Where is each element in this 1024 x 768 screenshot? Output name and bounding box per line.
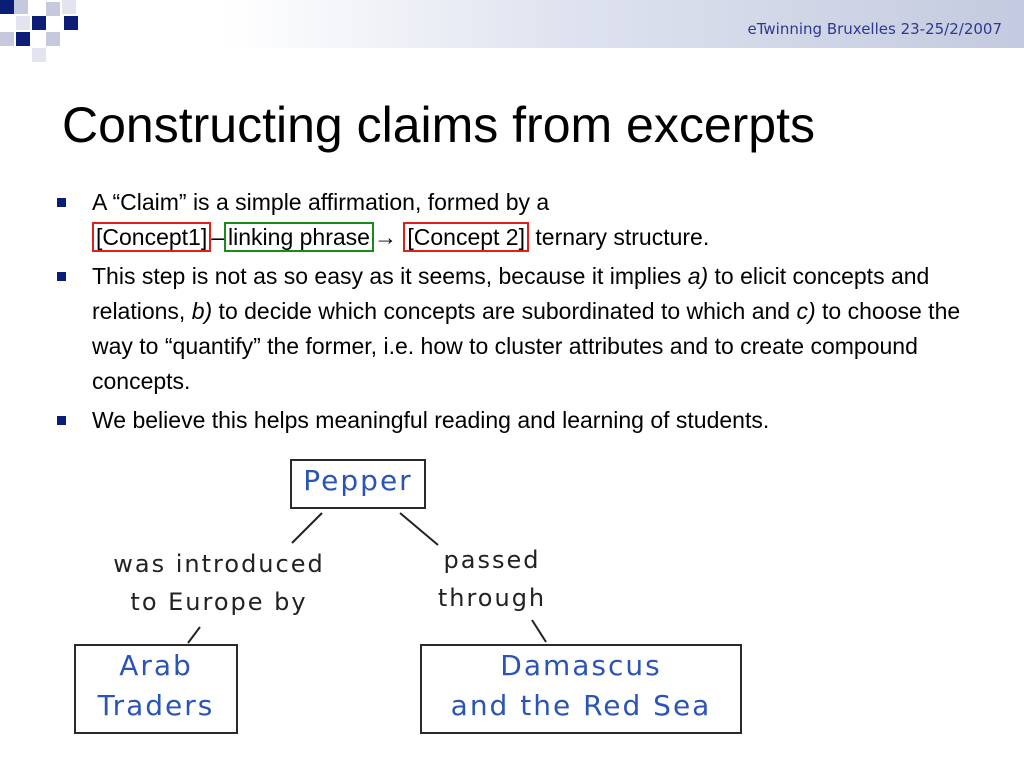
logo-square	[32, 16, 46, 30]
bullet-list	[54, 185, 984, 442]
logo-square	[16, 32, 30, 46]
connector-line	[292, 513, 322, 543]
bullet-text: to choose the way to “quantify” the former, i.e. how to cluster attributes and to create compound concepts.	[92, 298, 961, 394]
bullet-text: to elicit concepts and relations,	[92, 263, 930, 324]
concept-map	[70, 455, 750, 740]
logo-square	[0, 0, 14, 14]
bullet-item-belief	[54, 403, 984, 438]
link-text: was introduced	[113, 550, 325, 578]
logo-square	[46, 2, 60, 16]
link-label-right	[422, 541, 562, 617]
logo-square	[0, 32, 14, 46]
node-label: Traders	[97, 689, 215, 722]
concept-node-root	[290, 459, 426, 509]
concept-node-right	[420, 644, 742, 734]
node-label: and the Red Sea	[450, 689, 712, 722]
dash-connector: –	[211, 224, 225, 250]
logo-square	[14, 0, 28, 14]
bullet-text: This step is not as so easy as it seems, because it implies	[92, 263, 688, 289]
node-label: Arab	[119, 649, 193, 682]
concept-node-left	[74, 644, 238, 734]
concept2-box: [Concept 2]	[403, 222, 529, 252]
bullet-item-claim	[54, 185, 984, 255]
connector-line	[532, 620, 546, 642]
enum-c: c)	[796, 298, 816, 324]
event-label: eTwinning Bruxelles 23-25/2/2007	[747, 20, 1002, 38]
square-bullet-icon	[57, 416, 66, 425]
slide-title: Constructing claims from excerpts	[62, 97, 816, 153]
linking-phrase-box: linking phrase	[224, 222, 374, 252]
bullet-text: to decide which concepts are subordinated to which and	[212, 298, 797, 324]
logo-square	[62, 0, 76, 14]
node-label: Damascus	[500, 649, 662, 682]
link-text: to Europe by	[130, 588, 308, 616]
node-label: Pepper	[303, 464, 413, 497]
logo-square	[32, 48, 46, 62]
square-bullet-icon	[57, 198, 66, 207]
connector-line	[188, 627, 200, 643]
logo-square	[46, 32, 60, 46]
square-bullet-icon	[57, 272, 66, 281]
logo-square	[16, 16, 30, 30]
concept1-box: [Concept1]	[92, 222, 211, 252]
link-text: through	[437, 584, 547, 612]
bullet-text: A “Claim” is a simple affirmation, formed by a	[92, 189, 550, 215]
bullet-text: ternary structure.	[535, 224, 710, 250]
bullet-text: We believe this helps meaningful reading and learning of students.	[92, 407, 770, 433]
enum-b: b)	[191, 298, 213, 324]
logo-square	[64, 16, 78, 30]
link-label-left	[88, 545, 350, 621]
enum-a: a)	[687, 263, 709, 289]
bullet-item-step	[54, 259, 984, 399]
arrow-right-icon: →	[373, 224, 404, 250]
link-text: passed	[443, 546, 541, 574]
